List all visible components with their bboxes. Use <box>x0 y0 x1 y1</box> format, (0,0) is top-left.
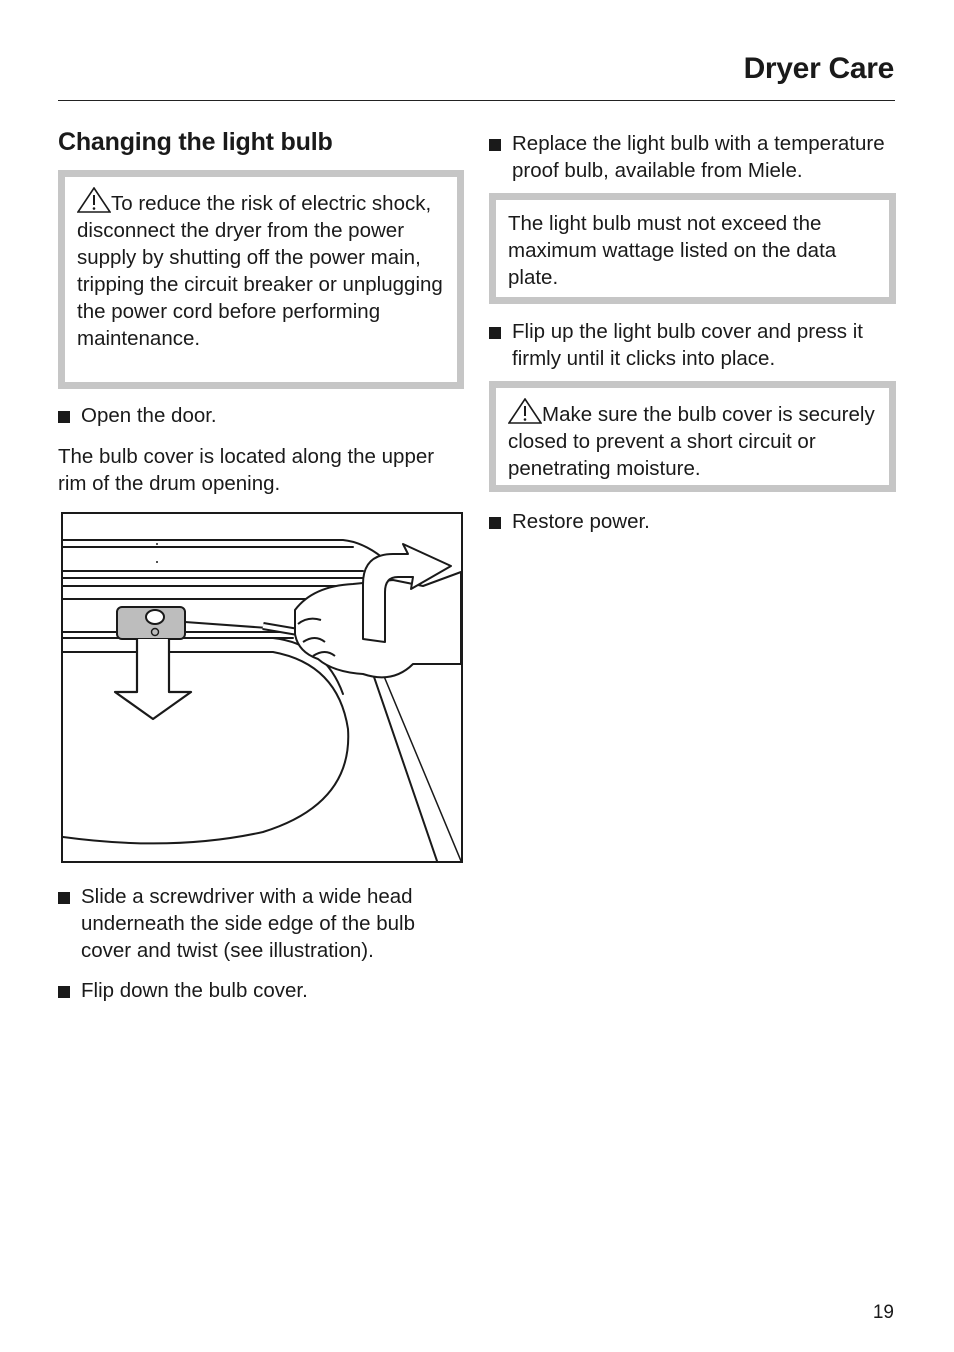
page-number: 19 <box>872 1302 894 1323</box>
bulb-location-paragraph: The bulb cover is located along the upper rim of the drum opening. <box>58 445 435 495</box>
right-column <box>489 130 896 535</box>
note-box-wattage <box>489 193 896 304</box>
square-bullet-icon <box>58 402 81 429</box>
section-heading: Changing the light bulb <box>58 128 333 156</box>
step-open-door <box>58 402 464 429</box>
square-bullet-icon <box>58 883 81 964</box>
warning-box-electric-shock <box>58 170 464 389</box>
square-bullet-icon <box>489 318 512 372</box>
warning-box-bulb-cover <box>489 381 896 492</box>
step-text: Slide a screwdriver with a wide head underneath the side edge of the bulb cover and twist (see illustration). <box>81 885 415 962</box>
step-restore-power <box>489 508 896 535</box>
step-text: Flip down the bulb cover. <box>81 979 308 1002</box>
note-text: The light bulb must not exceed the maximum wattage listed on the data plate. <box>508 212 837 289</box>
step-text: Replace the light bulb with a temperature proof bulb, available from Miele. <box>512 132 885 182</box>
warning-text: To reduce the risk of electric shock, disconnect the dryer from the power supply by shutting off the power main, tripping the circuit breaker or unplugging the power cord before performing maintenance. <box>77 192 443 350</box>
warning-text: Make sure the bulb cover is securely closed to prevent a short circuit or penetrating moisture. <box>508 403 875 480</box>
square-bullet-icon <box>489 130 512 184</box>
square-bullet-icon <box>58 977 81 1004</box>
warning-triangle-icon <box>508 398 542 424</box>
step-flip-down <box>58 977 464 1004</box>
step-text: Open the door. <box>81 404 217 427</box>
square-bullet-icon <box>489 508 512 535</box>
left-column <box>58 126 464 1004</box>
bulb-cover-illustration <box>61 512 463 863</box>
step-text: Restore power. <box>512 510 650 533</box>
step-flip-up <box>489 318 896 372</box>
step-slide-screwdriver <box>58 883 464 964</box>
header-rule <box>58 100 895 101</box>
step-text: Flip up the light bulb cover and press it firmly until it clicks into place. <box>512 320 863 370</box>
warning-triangle-icon <box>77 187 111 213</box>
page-title: Dryer Care <box>743 52 894 85</box>
step-replace-bulb <box>489 130 896 184</box>
